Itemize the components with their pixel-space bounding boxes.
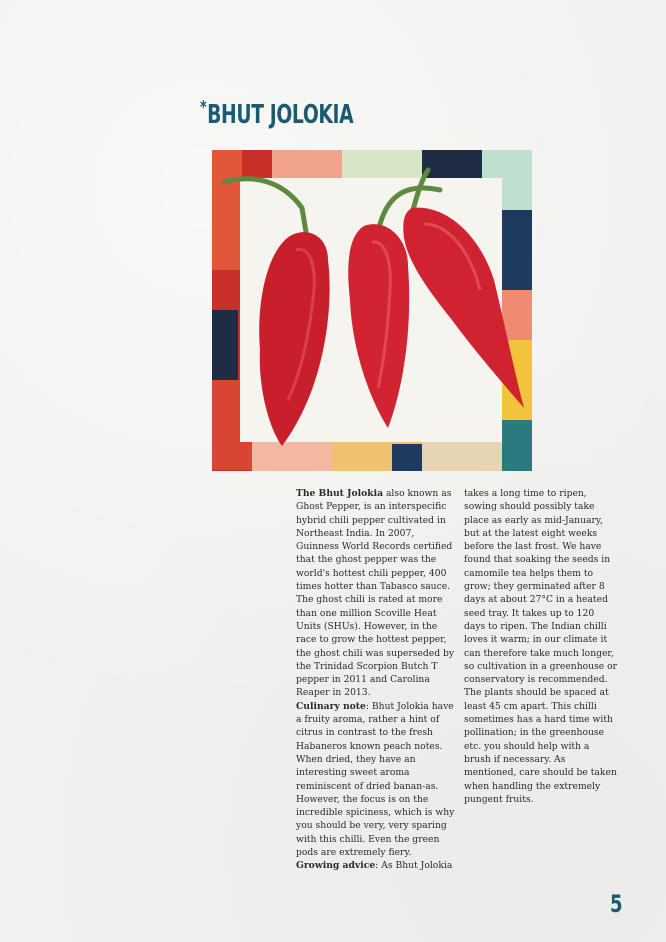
growing-text: : As Bhut Jolokia [375,860,453,872]
paragraph-intro [296,487,456,700]
paragraph-growing [296,859,456,872]
paragraph-growing-continued: takes a long time to ripen, sowing should possibly take place as early as mid-January, but at the latest eight weeks before the last frost. We have found that soaking the seeds in camomile tea helps them to grow; they germinated after 8 days at about 27°C in a heated seed tray. It takes up to 120 days to ripen. The Indian chilli loves it warm; in our climate it can therefore take much longer, so cultivation in a greenhouse or conservatory is recommended. The plants should be spaced at least 45 cm apart. This chilli sometimes has a hard time with pollination; in the greenhouse etc. you should help with a brush if necessary. As mentioned, care should be taken when handling the extremely pungent fruits. [464,488,618,805]
title-text: BHUT JOLOKIA [207,100,354,130]
body-column-2 [464,487,618,806]
intro-text: also known as Ghost Pepper, is an interspecific hybrid chili pepper cultivated in Northeast India. In 2007, Guinness World Records certified that the ghost pepper was the world's hottest chili pepper, 400 times hotter than Tabasco sauce. The ghost chili is rated at more than one million Scoville Heat Units (SHUs). However, in the race to grow the hottest pepper, the ghost chili was superseded by the Trinidad Scorpion Butch T pepper in 2011 and Carolina Reaper in 2013. [296,488,455,699]
body-column-1 [296,487,456,873]
culinary-lead: Culinary note [296,700,366,712]
growing-lead: Growing advice [296,860,376,872]
intro-lead: The Bhut Jolokia [296,488,384,499]
page-title [200,97,354,130]
pepper-photo [212,150,532,471]
title-asterisk: * [200,97,207,118]
culinary-text: : Bhut Jolokia have a fruity aroma, rather a hint of citrus in contrast to the fresh Habaneros known peach notes. When dried, they have an interesting sweet aroma reminiscent of dried banan-as. However, the focus is on the incredible spiciness, which is why you should be very, very sparing with this chilli. Even the green pods are extremely fiery. [296,700,455,859]
page-number: 5 [610,890,623,918]
paragraph-culinary [296,700,456,860]
